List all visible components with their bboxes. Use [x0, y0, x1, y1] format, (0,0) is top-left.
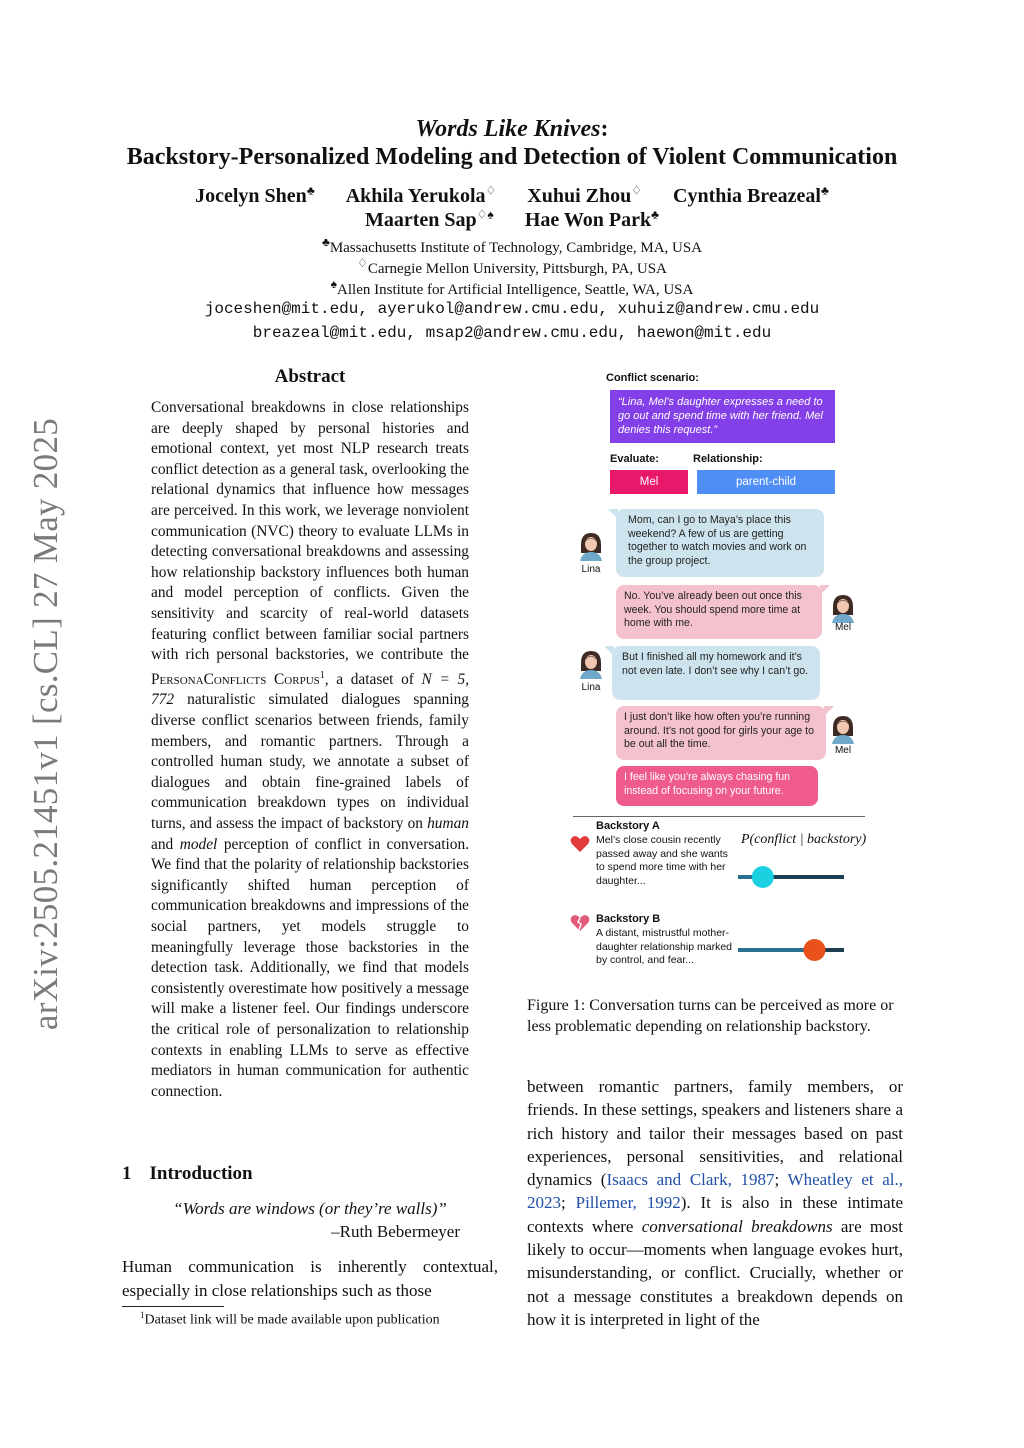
- corpus-name: PersonaConflicts Corpus: [151, 670, 320, 688]
- backstory-a-title: Backstory A: [596, 820, 660, 832]
- speaker-label: Lina: [581, 682, 601, 693]
- figure-divider: [573, 816, 865, 817]
- paper-title: [0, 116, 1024, 143]
- author: Xuhui Zhou♢: [527, 183, 643, 207]
- backstory-b-text: A distant, mistrustful mother-daughter relationship marked by control, and fear...: [596, 927, 732, 966]
- footnote-mark: 1: [319, 669, 325, 681]
- avatar-icon: [830, 593, 856, 623]
- figure-caption: Figure 1: Conversation turns can be perceived as more or less problematic depending on relationship backstory.: [527, 997, 894, 1035]
- probability-slider-b: [732, 935, 852, 965]
- speaker-label: Lina: [581, 564, 601, 575]
- citation-link[interactable]: Wheatley et al., 2023: [527, 1170, 903, 1213]
- figure-relationship-chip: parent-child: [697, 470, 835, 494]
- section-heading-introduction: 1 Introduction: [122, 1163, 253, 1184]
- epigraph-quote: “Words are windows (or they’re walls)”: [173, 1199, 447, 1218]
- abstract-body: Conversational breakdowns in close relationships are deeply shaped by personal histories and emotional context, yet most NLP research treats conflict detection as a general task, overlooking the relational dynamics that influence how messages are perceived. In this work, we leverage nonviolent communication (NVC) theory to evaluate LLMs in detecting conversational breakdowns and assessing how relationship backstory influences both human and model perception of conflicts. Given the sensitivity and scarcity of real-world datasets featuring conflict between familiar social partners with rich personal backstories, we contribute the PersonaConflicts Corpus$^1$, a dataset of N = 5, 772 naturalistic simulated dialogues spanning diverse conflict scenarios between friends, family members, and romantic partners. Through a controlled human study, we annotate a subset of dialogues and obtain fine-grained labels of communication breakdown types on individual turns, and assess the impact of backstory on human and model perception of conflict in conversation. We find that the polarity of relationship backstories significantly shifted human perception of communication breakdowns and impressions of the social partners, yet models struggle to meaningfully leverage those backstories in the detection task. Additionally, we find that models consistently overestimate how positively a message will make a listener feel. Our findings underscore the critical role of personalization to relationship contexts in enabling LLMs to serve as effective mediators in human communication for authentic connection.: [151, 399, 470, 1100]
- title-italic: Words Like Knives: [415, 116, 601, 142]
- arxiv-side-stamp: arXiv:2505.21451v1 [cs.CL] 27 May 2025: [26, 417, 65, 1031]
- author: Maarten Sap♢♠: [365, 207, 494, 231]
- figure-relationship-label: Relationship:: [693, 453, 763, 465]
- speaker-label: Mel: [834, 622, 852, 633]
- citation-link[interactable]: Isaacs and Clark, 1987: [606, 1170, 775, 1190]
- figure-scenario-box: “Lina, Mel’s daughter expresses a need to go out and spend time with her friend. Mel denies this request.”: [610, 390, 835, 443]
- avatar-icon: [830, 714, 856, 744]
- chat-bubble: No. You’ve already been out once this week. You should spend more time at home with me.: [616, 585, 822, 639]
- email-line: joceshen@mit.edu, ayerukol@andrew.cmu.edu, xuhuiz@andrew.cmu.edu: [204, 300, 820, 318]
- intro-paragraph: Human communication is inherently contextual, especially in close relationships such as those: [122, 1257, 498, 1300]
- backstory-a-text: Mel’s close cousin recently passed away and she wants to spend more time with her daughter...: [596, 834, 728, 887]
- author: Cynthia Breazeal♣: [673, 183, 829, 207]
- footnote-divider: [122, 1306, 224, 1307]
- slider-marker: [752, 866, 774, 888]
- citation-link[interactable]: Pillemer, 1992: [575, 1193, 681, 1213]
- chat-bubble: But I finished all my homework and it’s not even late. I don’t see why I can’t go.: [612, 646, 820, 700]
- avatar-icon: [578, 531, 604, 561]
- email-line: breazeal@mit.edu, msap2@andrew.cmu.edu, haewon@mit.edu: [252, 324, 772, 342]
- affiliation: ♢Carnegie Mellon University, Pittsburgh, PA, USA: [357, 256, 667, 277]
- author-row-1: [0, 183, 1024, 208]
- avatar-icon: [578, 649, 604, 679]
- chat-bubble: Mom, can I go to Maya’s place this weekend? A few of us are getting together to watch movies and work on the group project.: [616, 509, 824, 577]
- n-value: N = 5, 772: [151, 670, 470, 709]
- paper-subtitle: Backstory-Personalized Modeling and Detection of Violent Communication: [126, 144, 898, 170]
- title-colon: :: [600, 116, 609, 142]
- slider-marker: [804, 939, 826, 961]
- speaker-label: Mel: [834, 745, 852, 756]
- figure-conflict-label: Conflict scenario:: [606, 372, 699, 384]
- abstract-heading: Abstract: [274, 366, 346, 387]
- figure-evaluate-label: Evaluate:: [610, 453, 659, 465]
- author: Jocelyn Shen♣: [195, 183, 315, 207]
- epigraph-author: –Ruth Bebermeyer: [331, 1222, 460, 1241]
- author: Akhila Yerukola♢: [345, 183, 497, 207]
- intro-paragraph-continued: between romantic partners, family members, or friends. In these settings, speakers and listeners share a rich history and tailor their messages based on past experiences, personal sensitivities, and relational dynamics (Isaacs and Clark, 1987; Wheatley et al., 2023; Pillemer, 1992). It is also in these intimate contexts where conversational breakdowns are most likely to occur—moments when language evokes hurt, misunderstanding, or conflict. Crucially, whether or not a message constitutes a breakdown depends on how it is interpreted in light of the: [527, 1077, 903, 1329]
- author: Hae Won Park♣: [524, 207, 659, 231]
- probability-slider-a: [732, 862, 852, 892]
- affiliation: ♠Allen Institute for Artificial Intelligence, Seattle, WA, USA: [330, 277, 694, 298]
- broken-heart-icon: [570, 914, 590, 932]
- affiliation: ♣Massachusetts Institute of Technology, Cambridge, MA, USA: [321, 235, 703, 256]
- figure-evaluate-chip: Mel: [610, 470, 688, 494]
- footnote: $^1$Dataset link will be made available upon publication: [140, 1310, 440, 1328]
- chat-bubble: I feel like you’re always chasing fun instead of focusing on your future.: [616, 766, 818, 806]
- probability-label: P(conflict | backstory): [741, 832, 867, 847]
- backstory-b-title: Backstory B: [596, 913, 661, 925]
- chat-bubble: I just don’t like how often you’re running around. It’s not good for girls your age to be out all the time.: [616, 706, 826, 760]
- author-row-2: [0, 207, 1024, 232]
- heart-icon: [570, 835, 590, 853]
